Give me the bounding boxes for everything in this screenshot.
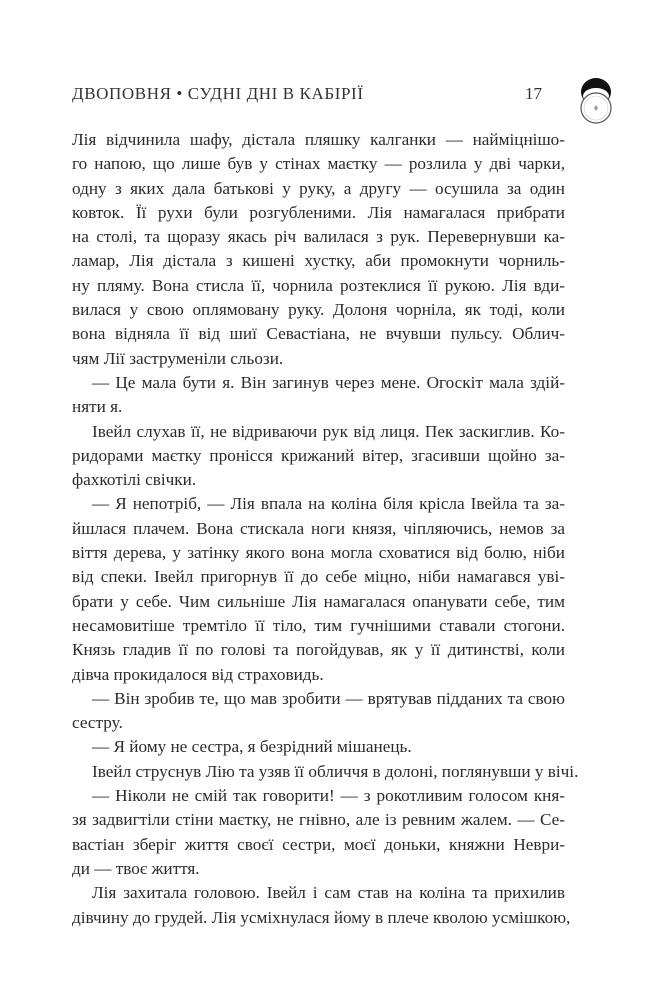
text-line: ламар, Лія дістала з кишені хустку, аби промокнути чорниль- [72, 251, 565, 271]
text-line: вастіан зберіг життя своєї сестри, моєї доньки, княжни Неври- [72, 834, 565, 854]
text-line: ну пляму. Вона стисла її, чорнила розтеклися її рукою. Лія вди- [72, 275, 565, 295]
text-line: Лія захитала головою. Івейл і сам став на коліна та прихилив [92, 883, 565, 903]
text-line: сестру. [72, 713, 123, 733]
text-line: Князь гладив її по голові та погойдував, як у її дитинстві, коли [72, 640, 565, 660]
text-line: няти я. [72, 397, 123, 417]
text-line: — Ніколи не смій так говорити! — з рокотливим голосом кня- [92, 786, 565, 806]
text-line: дівча прокидалося від страховидь. [72, 664, 324, 684]
running-title: ДВОПОВНЯ • СУДНІ ДНІ В КАБІРІЇ [72, 84, 364, 103]
page-number: 17 [525, 84, 542, 103]
text-line: дівчину до грудей. Лія усміхнулася йому в плече кволою усмішкою, [72, 907, 571, 927]
text-line: Івейл слухав її, не відриваючи рук від лиця. Пек заскиглив. Ко- [92, 421, 565, 441]
moon-phase-icon [578, 74, 614, 126]
text-line: — Це мала бути я. Він загинув через мене. Огоскіт мала здій- [92, 372, 565, 392]
text-line: брати у себе. Чим сильніше Лія намагалася опанувати себе, тим [72, 591, 565, 611]
text-line: го напою, що лише був у стінах маєтку — розлила у дві чарки, [72, 154, 565, 174]
text-line: — Я непотріб, — Лія впала на коліна біля крісла Івейла та за- [92, 494, 565, 514]
text-line: несамовитіше тремтіло її тіло, тим гучнішими ставали стогони. [72, 615, 565, 635]
text-line: — Він зробив те, що мав зробити — врятував підданих та свою [92, 688, 565, 708]
text-line: чям Лії заструменіли сльози. [72, 348, 284, 368]
text-line: ковток. Її рухи були розгубленими. Лія намагалася прибрати [72, 202, 565, 222]
text-line: вона відняла її від шиї Севастіана, не вчувши пульсу. Облич- [72, 324, 565, 344]
text-line: йшлася плачем. Вона стискала ноги князя, чіпляючись, немов за [72, 518, 565, 538]
text-line: віття дерева, у затінку якого вона могла сховатися від болю, ніби [72, 543, 565, 563]
text-line: Лія відчинила шафу, дістала пляшку калганки — найміцнішо- [72, 130, 565, 149]
text-line: ди — твоє життя. [72, 858, 200, 878]
text-line: Івейл струснув Лію та узяв її обличчя в долоні, поглянувши у вічі. [92, 761, 579, 781]
text-line: вилася у свою оплямовану руку. Долоня чорніла, як тоді, коли [72, 300, 565, 320]
text-line: — Я йому не сестра, я безрідний мішанець. [92, 737, 412, 757]
text-line: від спеки. Івейл пригорнув її до себе міцно, ніби намагався уві- [72, 567, 565, 587]
text-line: одну з яких дала батькові у руку, а другу — осушила за один [72, 178, 565, 198]
text-line: фахкотілі свічки. [72, 470, 197, 490]
body-text [72, 128, 579, 930]
text-line: на столі, та щоразу якась річ валилася з рук. Перевернувши ка- [72, 227, 565, 247]
text-line: зя задвигтіли стіни маєтку, не гнівно, але із ревним жалем. — Се- [72, 810, 565, 830]
running-header [72, 84, 542, 110]
text-line: ридорами маєтку пронісся крижаний вітер, згасивши щойно за- [72, 445, 565, 465]
